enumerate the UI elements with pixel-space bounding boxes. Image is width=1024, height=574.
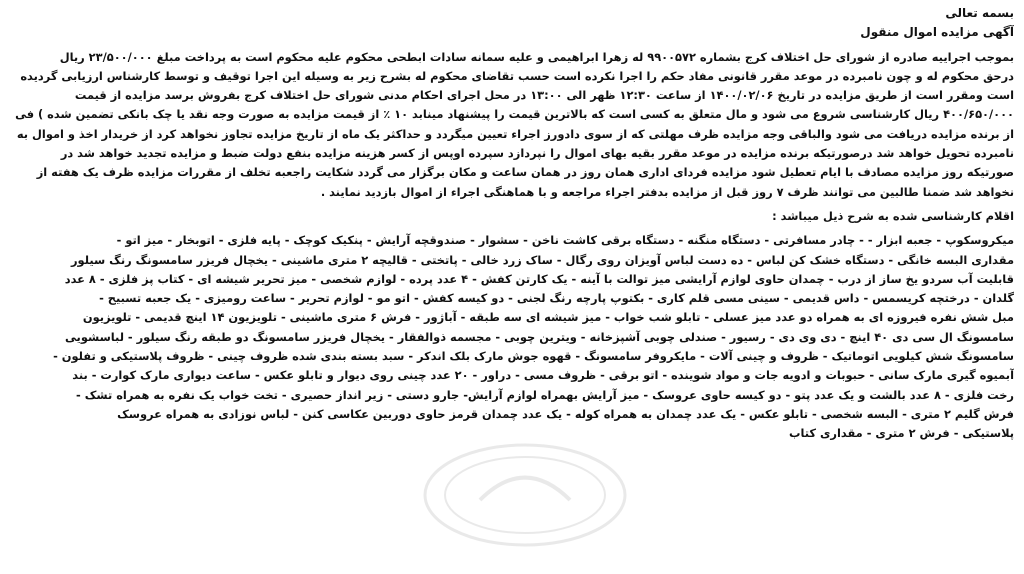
- items-line: قابلیت آب سردو یخ ساز از درب - چمدان حاوی لوازم آرایشی میز توالت با آینه - یک کارتن کفش - ۴ عدد پرده - لوازم شخصی - میز تحریر شیشه ای - کتاب پز فلزی - ۸ عدد: [64, 271, 1014, 286]
- items-line: مقداری البسه خانگی - دستگاه خشک کن لباس - ده دست لباس آویزان روی رگال - ساک زرد خالی - پاتختی - قالیچه ۲ متری ماشینی - یخچال فریزر سامسونگ رنگ سیلور: [71, 252, 1014, 267]
- items-line: مبل شش نفره فیروزه ای به همراه دو عدد میز عسلی - تابلو شب خواب - میز شیشه ای سه طبقه - آباژور - فرش ۶ متری ماشینی - تلویزیون ۱۴ اینچ قدیمی - تلویزیون: [82, 310, 1014, 325]
- items-line: سامسونگ شش کیلویی اتوماتیک - ظروف و چینی آلات - مایکروفر سامسونگ - قهوه جوش مارک بلک اندکر - سبد بسته بندی شده ظروف چینی - ظروف پلاستیکی و تفلون -: [53, 349, 1014, 364]
- items-list: [8, 231, 1014, 443]
- body-line: بموجب اجراییه صادره از شورای حل اختلاف کرج بشماره ۹۹۰۰۵۷۲ له زهرا ابراهیمی و علیه سمانه سادات ابطحی محکوم علیه محکوم است به پرداخت مبلغ ۲۳/۵۰۰/۰۰۰ ریال: [59, 49, 1014, 64]
- body-line: ۴۰۰/۶۵۰/۰۰۰ ریال کارشناسی شروع می شود و مال متعلق به کسی است که بالاترین قیمت را پیشنهاد مینابد ۱۰ ٪ از قیمت مزایده به صورت وجه نقد یا چک بانکی تضمین شده ) فی: [15, 107, 1014, 122]
- items-line: فرش گلیم ۲ متری - البسه شخصی - تابلو عکس - یک عدد چمدان به همراه کوله - یک عدد چمدان قرمز حاوی دوربین عکاسی کنن - لباس نوزادی به همراه عروسک: [117, 406, 1014, 421]
- body-line: نامبرده تحویل خواهد شد درصورتیکه برنده مزایده در موعد مقرر بقیه بهای اموال را نپردازد سپرده اوپس از کسر هزینه مزایده بنفع دولت ضبط و مزایده تجدید خواهد شد در: [60, 146, 1014, 161]
- items-line: رخت فلزی - ۸ عدد بالشت و یک عدد پتو - دو کیسه حاوی عروسک - میز آرایش بهمراه لوازم آرایش- جارو دستی - زیر انداز حصیری - تخت خواب یک نفره به همراه تشک -: [76, 387, 1014, 402]
- items-line: سامسونگ ال سی دی ۴۰ اینچ - دی وی دی - رسیور - صندلی چوبی آشپزخانه - ویترین چوبی - مجسمه ذوالفقار - یخچال فریزر سامسونگ دو طبقه رنگ سیلور - لباسشویی: [65, 329, 1014, 344]
- body-line: نخواهد شد ضمنا طالبین می توانند ظرف ۷ روز قبل از مزایده بدفتر اجراء مراجعه و با هماهنگی اجراء از اموال بازدید نمایند .: [320, 184, 1014, 199]
- items-line: آبمیوه گیری مارک سانی - حبوبات و ادویه جات و مواد شوینده - اتو برقی - ظروف مسی - دراور - ۲۰ عدد چینی روی دیوار و تابلو عکس - ساعت دیواری مارک کوارت - بند: [72, 368, 1014, 383]
- items-line: گلدان - درختچه کریسمس - داس قدیمی - سینی مسی قلم کاری - بکتوپ پارچه رنگ لجنی - دو کیسه کفش - اتو مو - لوازم تحریر - ساعت رومیزی - یک جعبه تسبیح -: [99, 291, 1014, 306]
- body-line: است ومقرر است از طریق مزایده در تاریخ ۱۴۰۰/۰۲/۰۶ از ساعت ۱۲:۳۰ ظهر الی ۱۳:۰۰ در محل اجرای احکام مدنی شورای حل اختلاف کرج بفروش برسد مزایده از قیمت: [74, 88, 1014, 103]
- body-line: درحق محکوم له و چون نامبرده در موعد مقرر قانونی مفاد حکم را اجرا نکرده است حسب تقاضای محکوم له بشرح زیر به وسیله این اجرا توقیف و توسط کارشناس ارزیابی گردیده: [20, 68, 1014, 83]
- notice-body: [8, 48, 1014, 202]
- items-line: پلاستیکی - فرش ۲ متری - مقداری کتاب: [789, 426, 1014, 441]
- notice-title: آگهی مزایده اموال منقول: [860, 25, 1014, 40]
- items-line: میکروسکوپ - جعبه ابزار - - چادر مسافرتی - دستگاه منگنه - دستگاه برقی کاشت ناخن - سشوار - صندوقچه آرایش - پنکیک کوچک - پایه فلزی - اتوبخار - میز اتو -: [116, 233, 1014, 248]
- items-intro: اقلام کارشناسی شده به شرح ذیل میباشد :: [772, 208, 1014, 223]
- body-line: از برنده مزایده دریافت می شود والباقی وجه مزایده ظرف مهلتی که از سوی دادورز اجراء تعیین میگردد و حداکثر یک ماه از تاریخ مزایده تجاوز نخواهد کرد از خریدار اخذ و اموال به: [16, 126, 1014, 141]
- watermark-emblem: [420, 440, 630, 550]
- notice-bismillah: بسمه تع‍الی: [945, 6, 1014, 20]
- body-line: صورتیکه روز مزایده مصادف با ایام تعطیل شود مزایده فردای اداری همان روز در همان ساعت و مکان برگزار می گردد شکایت راجعبه تخلف از مقررات مزایده ظرف یک هفته از: [36, 165, 1014, 180]
